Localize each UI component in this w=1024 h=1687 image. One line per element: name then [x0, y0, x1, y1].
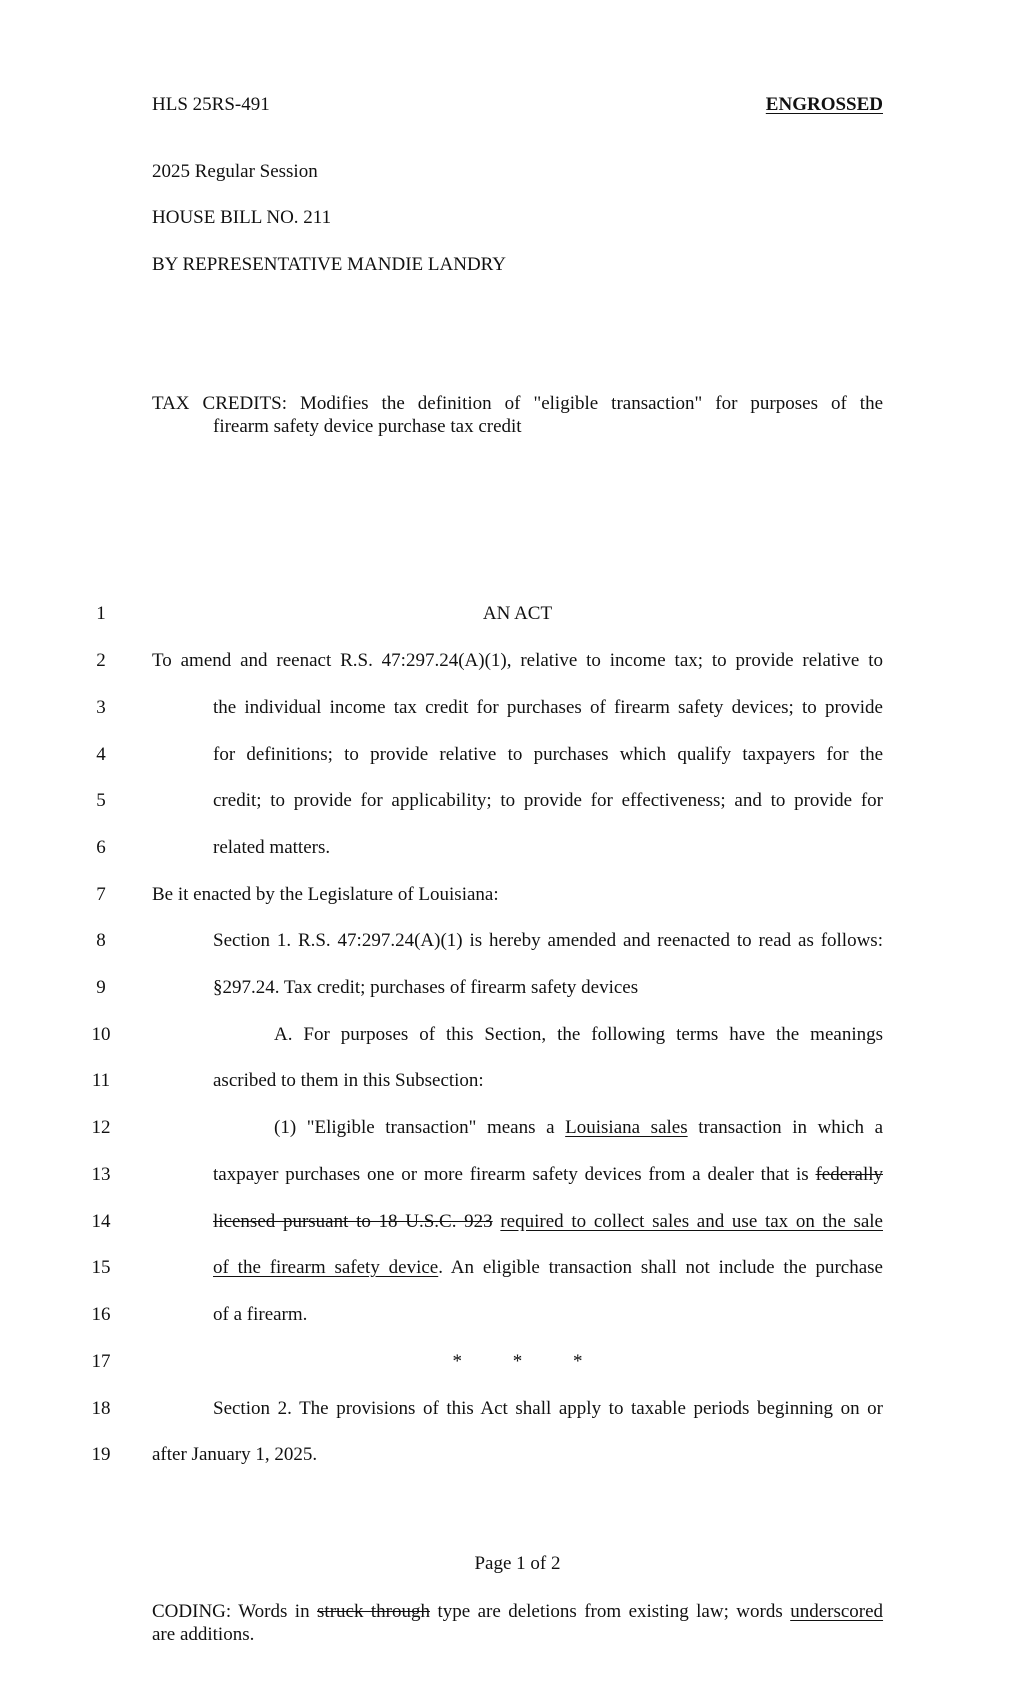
body-line-3: the individual income tax credit for purchases of firearm safety devices; to provide	[213, 697, 883, 718]
line-number: 3	[96, 697, 106, 718]
line-number: 18	[91, 1398, 111, 1419]
line-number: 10	[91, 1024, 111, 1045]
line-number: 2	[96, 650, 106, 671]
enacting-clause: Be it enacted by the Legislature of Louisiana:	[152, 884, 499, 905]
engrossed-status: ENGROSSED	[765, 94, 883, 115]
star: *	[573, 1351, 583, 1372]
line-15-text-b: . An eligible transaction shall not include the purchase	[438, 1257, 883, 1278]
bill-number: HOUSE BILL NO. 211	[152, 207, 332, 228]
coding-underscored-example: underscored	[790, 1601, 884, 1622]
coding-line-2: are additions.	[152, 1624, 255, 1645]
body-line-10: A. For purposes of this Section, the following terms have the meanings	[274, 1024, 883, 1045]
omission-stars	[152, 1351, 883, 1373]
star: *	[452, 1351, 462, 1372]
body-line-13	[213, 1164, 883, 1186]
line-number: 12	[91, 1117, 111, 1138]
body-line-16: of a firearm.	[213, 1304, 308, 1325]
line-number: 16	[91, 1304, 111, 1325]
line-number: 8	[96, 930, 106, 951]
coding-text-a: CODING: Words in	[152, 1601, 310, 1622]
line-number: 1	[96, 603, 106, 624]
line-12-text-a: (1) "Eligible transaction" means a	[274, 1117, 555, 1138]
coding-text-b: type are deletions from existing law; words	[437, 1601, 783, 1622]
line-number: 7	[96, 884, 106, 905]
section-2-line: Section 2. The provisions of this Act shall apply to taxable periods beginning on or	[213, 1398, 883, 1419]
line-12-text-c: transaction in which a	[698, 1117, 884, 1138]
inserted-text: of the firearm safety device	[213, 1257, 439, 1278]
coding-line-1	[152, 1601, 883, 1623]
line-number: 6	[96, 837, 106, 858]
star: *	[512, 1351, 523, 1372]
line-number: 4	[96, 744, 106, 765]
body-line-19: after January 1, 2025.	[152, 1444, 318, 1465]
deleted-text: licensed pursuant to 18 U.S.C. 923	[213, 1211, 493, 1232]
digest-line-2: firearm safety device purchase tax credit	[213, 416, 522, 437]
inserted-text: Louisiana sales	[565, 1117, 688, 1138]
bill-code: HLS 25RS-491	[152, 94, 270, 115]
line-number: 19	[91, 1444, 111, 1465]
line-number: 13	[91, 1164, 111, 1185]
line-13-text-a: taxpayer purchases one or more firearm safety devices from a dealer that is	[213, 1164, 809, 1185]
section-1-intro: Section 1. R.S. 47:297.24(A)(1) is hereby amended and reenacted to read as follows:	[213, 930, 883, 951]
line-number: 15	[91, 1257, 111, 1278]
session-label: 2025 Regular Session	[152, 161, 318, 182]
coding-struck-example: struck through	[317, 1601, 430, 1622]
line-number: 9	[96, 977, 106, 998]
deleted-text: federally	[815, 1164, 883, 1185]
line-number: 14	[91, 1211, 111, 1232]
body-line-15	[213, 1257, 883, 1279]
body-line-4: for definitions; to provide relative to purchases which qualify taxpayers for the	[213, 744, 883, 765]
inserted-text: required to collect sales and use tax on the sale	[500, 1211, 883, 1232]
line-number: 5	[96, 790, 106, 811]
page-number: Page 1 of 2	[474, 1553, 561, 1574]
line-number: 17	[91, 1351, 111, 1372]
body-line-2: To amend and reenact R.S. 47:297.24(A)(1), relative to income tax; to provide relative to	[152, 650, 883, 671]
body-line-6: related matters.	[213, 837, 331, 858]
body-line-12	[274, 1117, 883, 1139]
act-title: AN ACT	[482, 603, 553, 624]
sponsor-line: BY REPRESENTATIVE MANDIE LANDRY	[152, 254, 507, 275]
section-heading: §297.24. Tax credit; purchases of firearm safety devices	[213, 977, 639, 998]
line-number: 11	[91, 1070, 111, 1091]
digest-line-1: TAX CREDITS: Modifies the definition of "eligible transaction" for purposes of the	[152, 393, 883, 414]
body-line-14	[213, 1211, 883, 1233]
body-line-5: credit; to provide for applicability; to provide for effectiveness; and to provide for	[213, 790, 883, 811]
body-line-11: ascribed to them in this Subsection:	[213, 1070, 484, 1091]
